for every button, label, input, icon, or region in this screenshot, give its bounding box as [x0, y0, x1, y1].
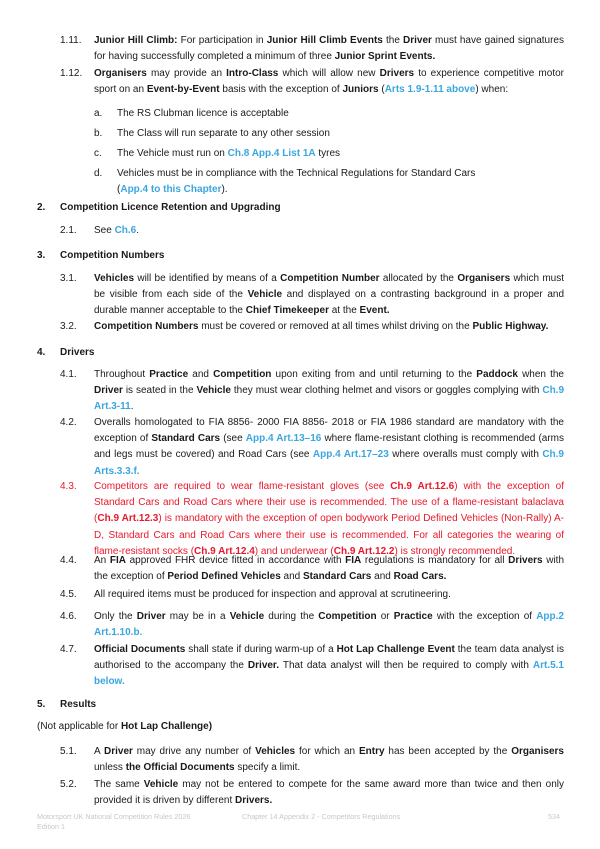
clause-4-7: Official Documents shall state if during warm-up of a Hot Lap Challenge Event the team data analyst is authorised to the accompany the Driver. That data analyst will then be required to comply with Art.5.1 below.: [94, 644, 564, 688]
clause-number: 4.2.: [60, 417, 77, 428]
link-ch9-arts-3-3-f[interactable]: Ch.9 Arts.3.3.f.: [94, 449, 564, 477]
clause-4-1: Throughout Practice and Competition upon exiting from and until returning to the Paddock when the Driver is seated in the Vehicle they must wear clothing helmet and visors or goggles complying with Ch.9 Art.3-11.: [94, 369, 565, 413]
clause-4-5: All required items must be produced for inspection and approval at scrutineering.: [94, 589, 451, 600]
section-number: 3.: [37, 250, 46, 261]
section-heading: Competition Numbers: [60, 250, 165, 261]
clause-4-4: An FIA approved FHR device fitted in accordance with FIA regulations is mandatory for all Drivers with the exception of Period Defined Vehicles and Standard Cars and Road Cars.: [94, 555, 565, 583]
clause-number: 4.5.: [60, 589, 77, 600]
section-heading: Competition Licence Retention and Upgrading: [60, 202, 281, 213]
clause-number: 3.2.: [60, 321, 77, 332]
link-ch8-app4-list1a[interactable]: Ch.8 App.4 List 1A: [227, 148, 316, 159]
section-number: 2.: [37, 202, 46, 213]
list-item: The Class will run separate to any other session: [117, 128, 330, 139]
list-item: The RS Clubman licence is acceptable: [117, 108, 289, 119]
clause-4-3: Competitors are required to wear flame-resistant gloves (see Ch.9 Art.12.6) with the exception of Standard Cars and Road Cars where their use is recommended. The use of a flame-resistant balaclava (Ch.9 Art.12.3) is mandatory with the exception of open bodywork Period Defined Vehicles (Non-Rally) A-D, Standard Cars and Road Cars where their use is recommended. For all categories the wearing of flame-resistant socks (Ch.9 Art.12.4) and underwear (Ch.9 Art.12.2) is strongly recommended.: [94, 481, 565, 557]
page-number: 534: [548, 812, 560, 821]
clause-number: 5.2.: [60, 779, 77, 790]
link-app2-art1-10-b[interactable]: App.2 Art.1.10.b.: [94, 611, 564, 639]
clause-3-2: Competition Numbers must be covered or removed at all times whilst driving on the Public Highway.: [94, 321, 549, 332]
list-letter: c.: [94, 148, 102, 159]
link-ch6[interactable]: Ch.6: [114, 225, 137, 236]
section-note: (Not applicable for Hot Lap Challenge): [37, 721, 213, 732]
section-number: 5.: [37, 699, 46, 710]
clause-3-1: Vehicles will be identified by means of a Competition Number allocated by the Organisers which must be visible from each side of the Vehicle and displayed on a contrasting background in a proper and durable manner acceptable to the Chief Timekeeper at the Event.: [94, 273, 565, 317]
clause-2-1: See Ch.6.: [94, 225, 140, 236]
section-number: 4.: [37, 347, 46, 358]
link-app4-chapter[interactable]: App.4 to this Chapter: [120, 184, 222, 196]
list-item: The Vehicle must run on Ch.8 App.4 List 1A tyres: [117, 148, 341, 159]
clause-5-2: The same Vehicle may not be entered to compete for the same award more than twice and then only provided it is driven by different Drivers.: [94, 779, 564, 807]
link-ch9-art3-11[interactable]: Ch.9 Art.3-11: [94, 385, 565, 413]
list-letter: d.: [94, 168, 103, 179]
clause-number: 4.4.: [60, 555, 77, 566]
list-letter: a.: [94, 108, 103, 119]
clause-1-11: Junior Hill Climb: For participation in Junior Hill Climb Events the Driver must have gained signatures for having successfully completed a minimum of three Junior Sprint Events.: [94, 35, 564, 63]
footer-chapter: Chapter 14 Appendix 2 - Competitors Regulations: [242, 812, 401, 821]
clause-number: 1.11.: [60, 35, 82, 46]
clause-1-12: Organisers may provide an Intro-Class which will allow new Drivers to experience competitive motor sport on an Event-by-Event basis with the exception of Juniors (Arts 1.9-1.11 above) when:: [94, 68, 564, 96]
footer-publication: Motorsport UK National Competition Rules 2026 Edition 1: [37, 812, 191, 831]
section-heading: Results: [60, 699, 97, 710]
clause-number: 4.1.: [60, 369, 77, 380]
list-letter: b.: [94, 128, 103, 139]
clause-number: 4.6.: [60, 611, 77, 622]
clause-number: 4.3.: [60, 481, 77, 492]
clause-4-6: Only the Driver may be in a Vehicle during the Competition or Practice with the exception of App.2 Art.1.10.b.: [94, 611, 564, 639]
link-arts-1-9-1-11[interactable]: Arts 1.9-1.11 above: [384, 84, 476, 96]
clause-number: 1.12.: [60, 68, 83, 79]
link-app4-art13-16[interactable]: App.4 Art.13–16: [245, 433, 322, 445]
clause-number: 3.1.: [60, 273, 77, 284]
list-item: Vehicles must be in compliance with the Technical Regulations for Standard Cars (App.4 to this Chapter).: [117, 168, 476, 196]
clause-5-1: A Driver may drive any number of Vehicles for which an Entry has been accepted by the Organisers unless the Official Documents specify a limit.: [94, 746, 564, 774]
clause-number: 2.1.: [60, 225, 77, 236]
section-heading: Drivers: [60, 347, 95, 358]
clause-4-2: Overalls homologated to FIA 8856- 2000 FIA 8856- 2018 or FIA 1986 standard are mandatory with the exception of Standard Cars (see App.4 Art.13–16 where flame-resistant clothing is recommended (arms and legs must be covered) and Road Cars (see App.4 Art.17–23 where overalls must comply with Ch.9 Arts.3.3.f.: [94, 417, 565, 477]
clause-number: 4.7.: [60, 644, 77, 655]
link-art5-1-below[interactable]: Art.5.1 below.: [94, 660, 564, 688]
link-app4-art17-23[interactable]: App.4 Art.17–23: [312, 449, 389, 461]
clause-number: 5.1.: [60, 746, 77, 757]
